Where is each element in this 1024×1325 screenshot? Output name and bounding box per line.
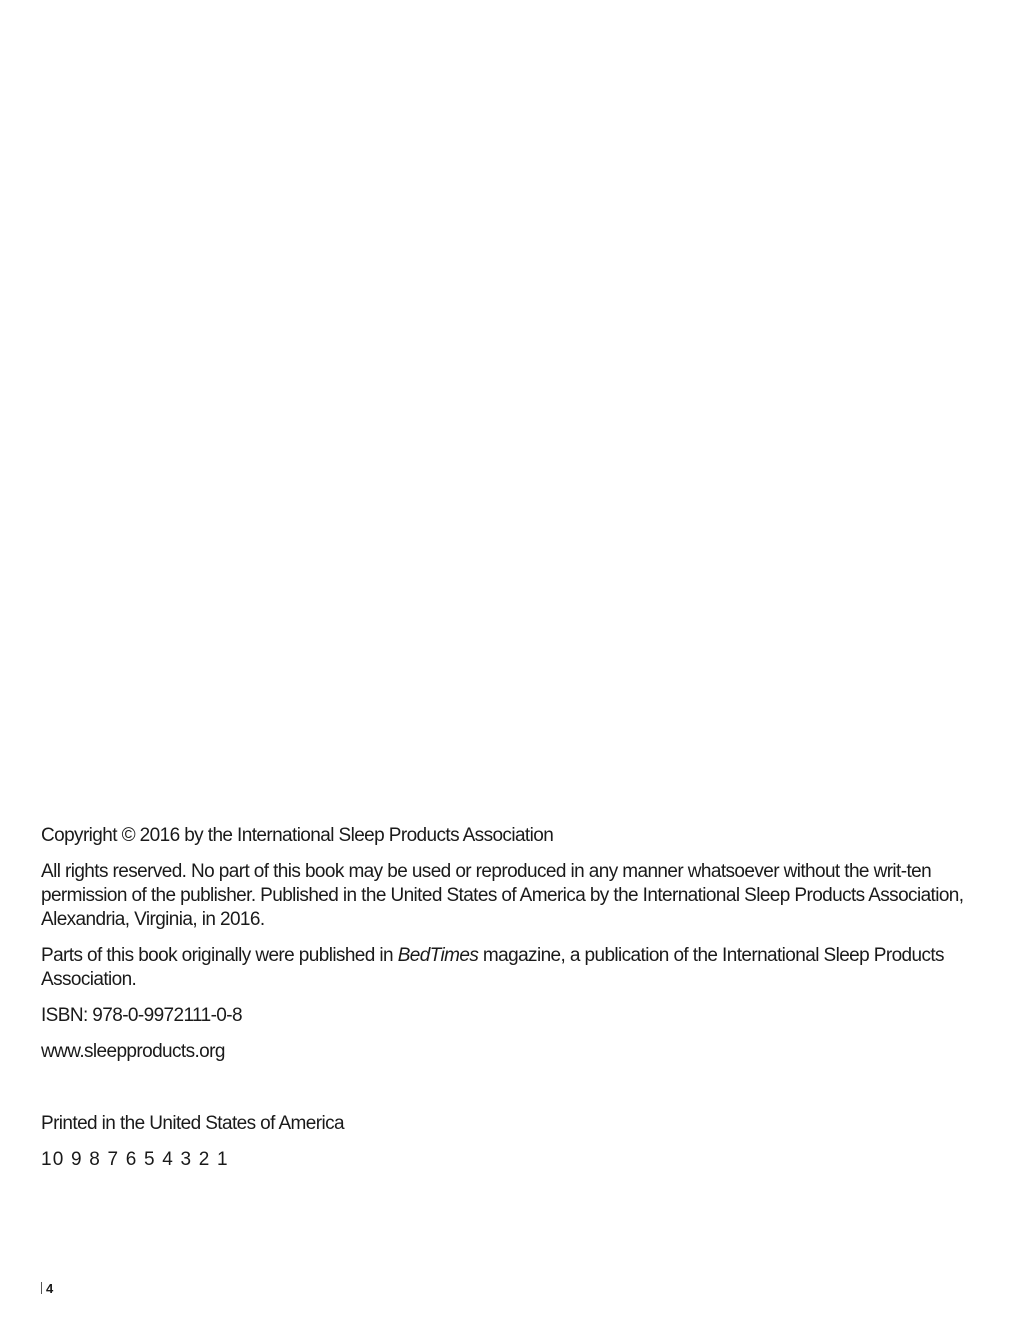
publication-note-end: magazine, a publication of the International Sleep Products Association.: [41, 945, 944, 990]
magazine-title: BedTimes: [397, 945, 479, 966]
rights-statement: All rights reserved. No part of this book may be used or reproduced in any manner whatsoever without the writ-ten permission of the publisher. Published in the United States of America by the International Sleep Products Association, Alexandria, Virginia, in 2016.: [41, 861, 964, 930]
page-number: [41, 1280, 53, 1298]
printed-in: Printed in the United States of America: [41, 1113, 344, 1134]
page-number-value: 4: [46, 1281, 54, 1296]
copyright-block: [41, 824, 981, 1184]
publication-note: [41, 944, 981, 992]
folio-divider: [41, 1282, 42, 1294]
publication-note-start: Parts of this book originally were published in: [41, 945, 398, 966]
isbn: ISBN: 978-0-9972111-0-8: [41, 1005, 242, 1026]
printer-key: 10 9 8 7 6 5 4 3 2 1: [41, 1149, 229, 1170]
spacer: [41, 1076, 981, 1112]
copyright-line: Copyright © 2016 by the International Sleep Products Association: [41, 825, 554, 846]
website-url: www.sleepproducts.org: [41, 1041, 225, 1062]
